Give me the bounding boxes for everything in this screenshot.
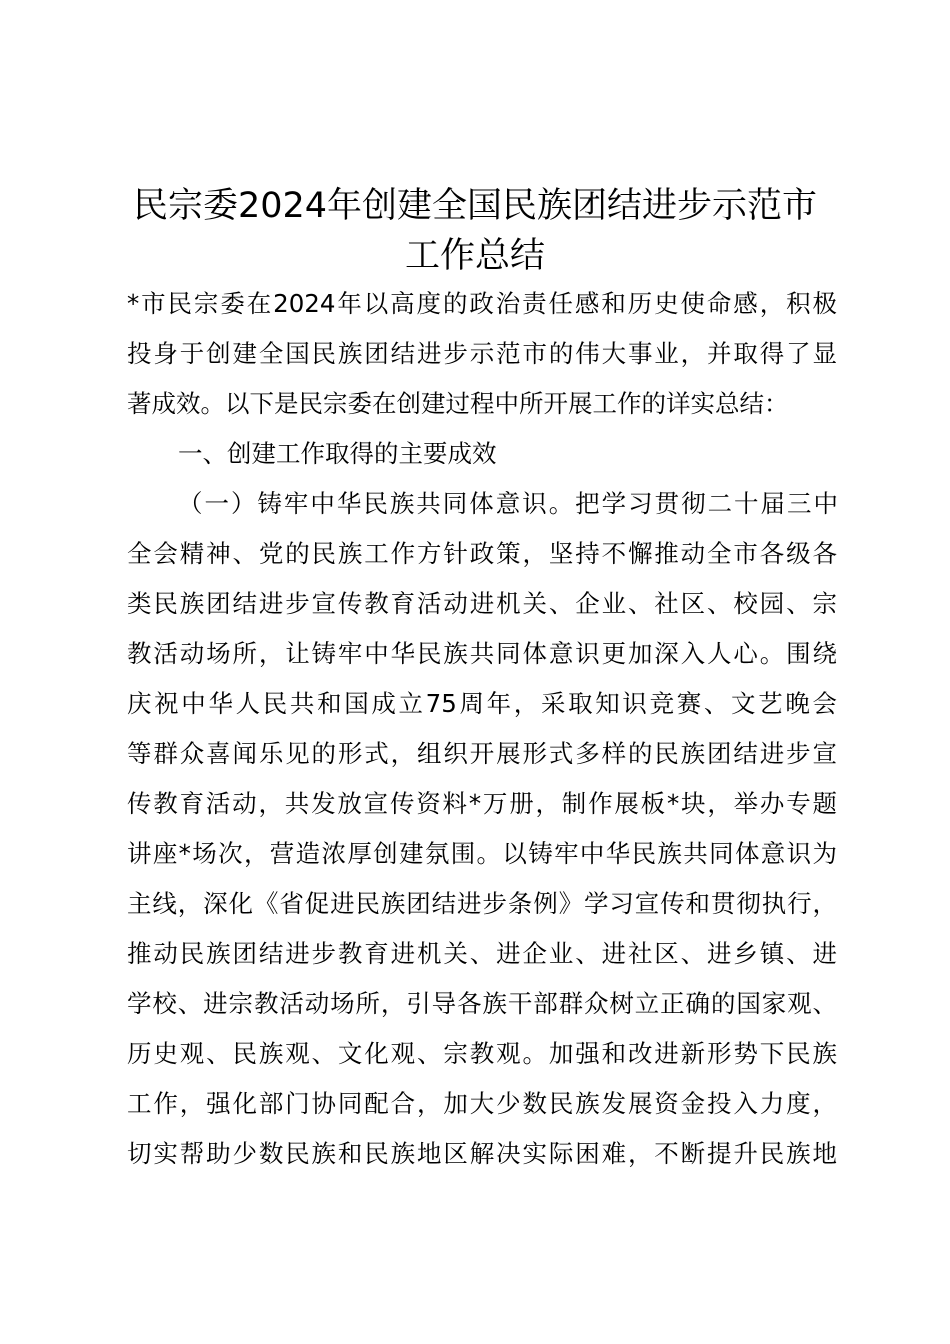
intro-line-3: 著成效。以下是民宗委在创建过程中所开展工作的详实总结：	[127, 389, 789, 418]
paragraph-line-4: 教活动场所，让铸牢中华民族共同体意识更加深入人心。围绕	[127, 639, 837, 668]
intro-line-2: 投身于创建全国民族团结进步示范市的伟大事业，并取得了显	[127, 339, 837, 368]
paragraph-line-12: 历史观、民族观、文化观、宗教观。加强和改进新形势下民族	[127, 1039, 837, 1068]
section-heading: 一、创建工作取得的主要成效	[178, 439, 497, 468]
paragraph-line-1: （一）铸牢中华民族共同体意识。把学习贯彻二十届三中	[178, 489, 838, 518]
paragraph-line-3: 类民族团结进步宣传教育活动进机关、企业、社区、校园、宗	[127, 589, 837, 618]
paragraph-line-6: 等群众喜闻乐见的形式，组织开展形式多样的民族团结进步宣	[127, 739, 837, 768]
paragraph-line-9: 主线，深化《省促进民族团结进步条例》学习宣传和贯彻执行，	[127, 889, 837, 918]
paragraph-line-8: 讲座*场次，营造浓厚创建氛围。以铸牢中华民族共同体意识为	[127, 839, 837, 868]
paragraph-line-2: 全会精神、党的民族工作方针政策，坚持不懈推动全市各级各	[127, 539, 837, 568]
paragraph-line-13: 工作，强化部门协同配合，加大少数民族发展资金投入力度，	[127, 1089, 837, 1118]
paragraph-line-5: 庆祝中华人民共和国成立75周年，采取知识竞赛、文艺晚会	[127, 689, 837, 718]
document-title-line-2: 工作总结	[404, 236, 545, 276]
document-title-line-1: 民宗委2024年创建全国民族团结进步示范市	[132, 186, 818, 226]
paragraph-line-7: 传教育活动，共发放宣传资料*万册，制作展板*块，举办专题	[127, 789, 837, 818]
paragraph-line-11: 学校、进宗教活动场所，引导各族干部群众树立正确的国家观、	[127, 989, 837, 1018]
intro-line-1: *市民宗委在2024年以高度的政治责任感和历史使命感，积极	[127, 289, 837, 318]
paragraph-line-10: 推动民族团结进步教育进机关、进企业、进社区、进乡镇、进	[127, 939, 837, 968]
paragraph-line-14: 切实帮助少数民族和民族地区解决实际困难，不断提升民族地	[127, 1139, 837, 1168]
